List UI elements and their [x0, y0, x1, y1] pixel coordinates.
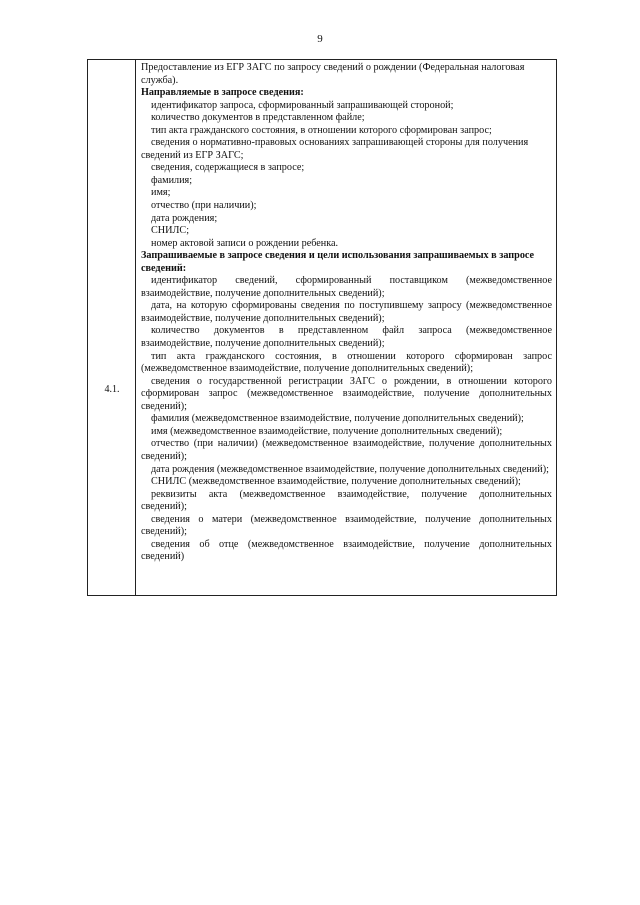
list-item: СНИЛС (межведомственное взаимодействие, получение дополнительных сведений); [151, 476, 521, 488]
list-item: имя (межведомственное взаимодействие, получение дополнительных сведений); [151, 425, 503, 437]
list-item: реквизиты акта (межведомственное взаимодействие, получение дополнительных сведений); [141, 488, 552, 513]
list-item: сведения об отце (межведомственное взаимодействие, получение дополнительных сведений) [141, 538, 552, 563]
sent-heading: Направляемые в запросе сведения: [141, 87, 304, 99]
requested-heading: Запрашиваемые в запросе сведения и цели использования запрашиваемых в запросе сведений: [141, 250, 535, 274]
list-item: идентификатор сведений, сформированный поставщиком (межведомственное взаимодействие, получение дополнительных сведений); [141, 275, 552, 299]
list-item: имя; [151, 187, 171, 199]
list-item: фамилия (межведомственное взаимодействие, получение дополнительных сведений); [151, 413, 524, 425]
document-table [87, 59, 557, 596]
list-item: сведения, содержащиеся в запросе; [151, 162, 305, 174]
list-item: сведения о матери (межведомственное взаимодействие, получение дополнительных сведений); [141, 513, 552, 538]
list-item: отчество (при наличии) (межведомственное взаимодействие, получение дополнительных сведений); [141, 438, 552, 462]
list-item: сведения о государственной регистрации ЗАГС о рождении, в отношении которого сформирован запрос (межведомственное взаимодействие, получение дополнительных сведений); [141, 375, 552, 412]
list-item: отчество (при наличии); [151, 200, 257, 212]
row-number-cell [88, 60, 136, 595]
list-item: дата, на которую сформированы сведения по поступившему запросу (межведомственное взаимодействие, получение дополнительных сведений); [141, 300, 552, 324]
row-content-cell [141, 62, 552, 564]
list-item: идентификатор запроса, сформированный запрашивающей стороной; [151, 99, 454, 111]
intro-text: Предоставление из ЕГР ЗАГС по запросу сведений о рождении (Федеральная налоговая служба). [141, 62, 525, 86]
list-item: количество документов в представленном файл запроса (межведомственное взаимодействие, получение дополнительных сведений); [141, 325, 552, 350]
list-item: номер актовой записи о рождении ребенка. [151, 237, 339, 249]
row-number: 4.1. [104, 384, 120, 395]
list-item: количество документов в представленном файле; [151, 112, 365, 124]
list-item: дата рождения (межведомственное взаимодействие, получение дополнительных сведений); [151, 463, 549, 475]
list-item: СНИЛС; [151, 225, 190, 237]
list-item: тип акта гражданского состояния, в отношении которого сформирован запрос; [151, 124, 492, 136]
page-number: 9 [317, 33, 323, 45]
list-item: тип акта гражданского состояния, в отношении которого сформирован запрос (межведомственное взаимодействие, получение дополнительных сведений); [141, 350, 552, 375]
list-item: дата рождения; [151, 212, 218, 224]
list-item: фамилия; [151, 174, 193, 186]
list-item: сведения о нормативно-правовых основаниях запрашивающей стороны для получения сведений из ЕГР ЗАГС; [141, 137, 529, 161]
